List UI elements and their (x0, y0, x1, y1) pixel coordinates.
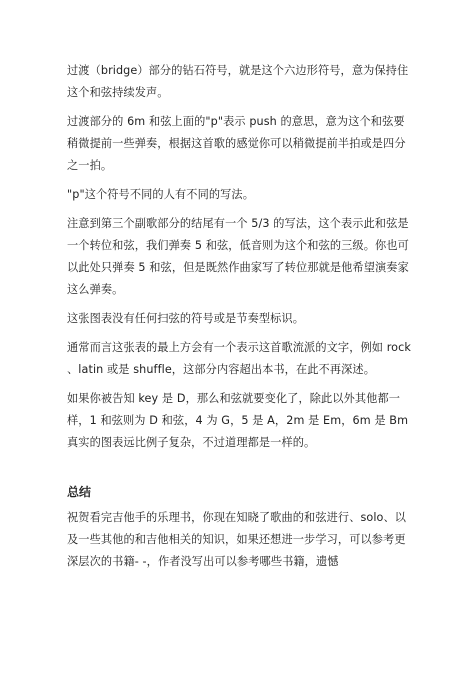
paragraph-no-strum-symbols: 这张图表没有任何扫弦的符号或是节奏型标识。 (67, 312, 305, 325)
summary-heading: 总结 (67, 485, 92, 499)
paragraph-key-of-d: 如果你被告知 key 是 D，那么和弦就要变化了，除此以外其他都一样，1 和弦则为 D 和弦，4 为 G，5 是 A，2m 是 Em，6m 是 Bm (67, 392, 409, 427)
section-spacer (67, 461, 412, 481)
paragraph-push-symbol: 过渡部分的 6m 和弦上面的"p"表示 push 的意思，意为这个和弦要稍微提前一些弹奏，根据这首歌的感觉你可以稍微提前半拍或是四分之一拍。 (67, 115, 406, 172)
paragraph-inversion-chord: 注意到第三个副歌部分的结尾有一个 5/3 的写法，这个表示此和弦是一个转位和弦，我们弹奏 5 和弦，低音则为这个和弦的三级。你也可以此处只弹奏 5 和弦，但是既然作曲家写了转位那就是他希望演奏家这么弹奏。 (67, 217, 409, 296)
paragraph-p-notation: "p"这个符号不同的人有不同的写法。 (67, 188, 255, 201)
paragraph-genre-label: 通常而言这张表的最上方会有一个表示这首歌流派的文字，例如 rock 、latin 或是 shuffle，这部分内容超出本书，在此不再深述。 (67, 341, 411, 376)
paragraph-real-charts: 真实的图表远比例子复杂，不过道理都是一样的。 (67, 436, 316, 449)
summary-paragraph: 祝贺看完吉他手的乐理书，你现在知晓了歌曲的和弦进行、solo、以及一些其他的和吉他相关的知识，如果还想进一步学习，可以参考更深层次的书籍- -，作者没写出可以参考哪些书籍，遗憾 (67, 511, 407, 568)
document-page (67, 58, 412, 580)
paragraph-bridge-diamond: 过渡（bridge）部分的钻石符号，就是这个六边形符号，意为保持住这个和弦持续发声。 (67, 64, 409, 99)
